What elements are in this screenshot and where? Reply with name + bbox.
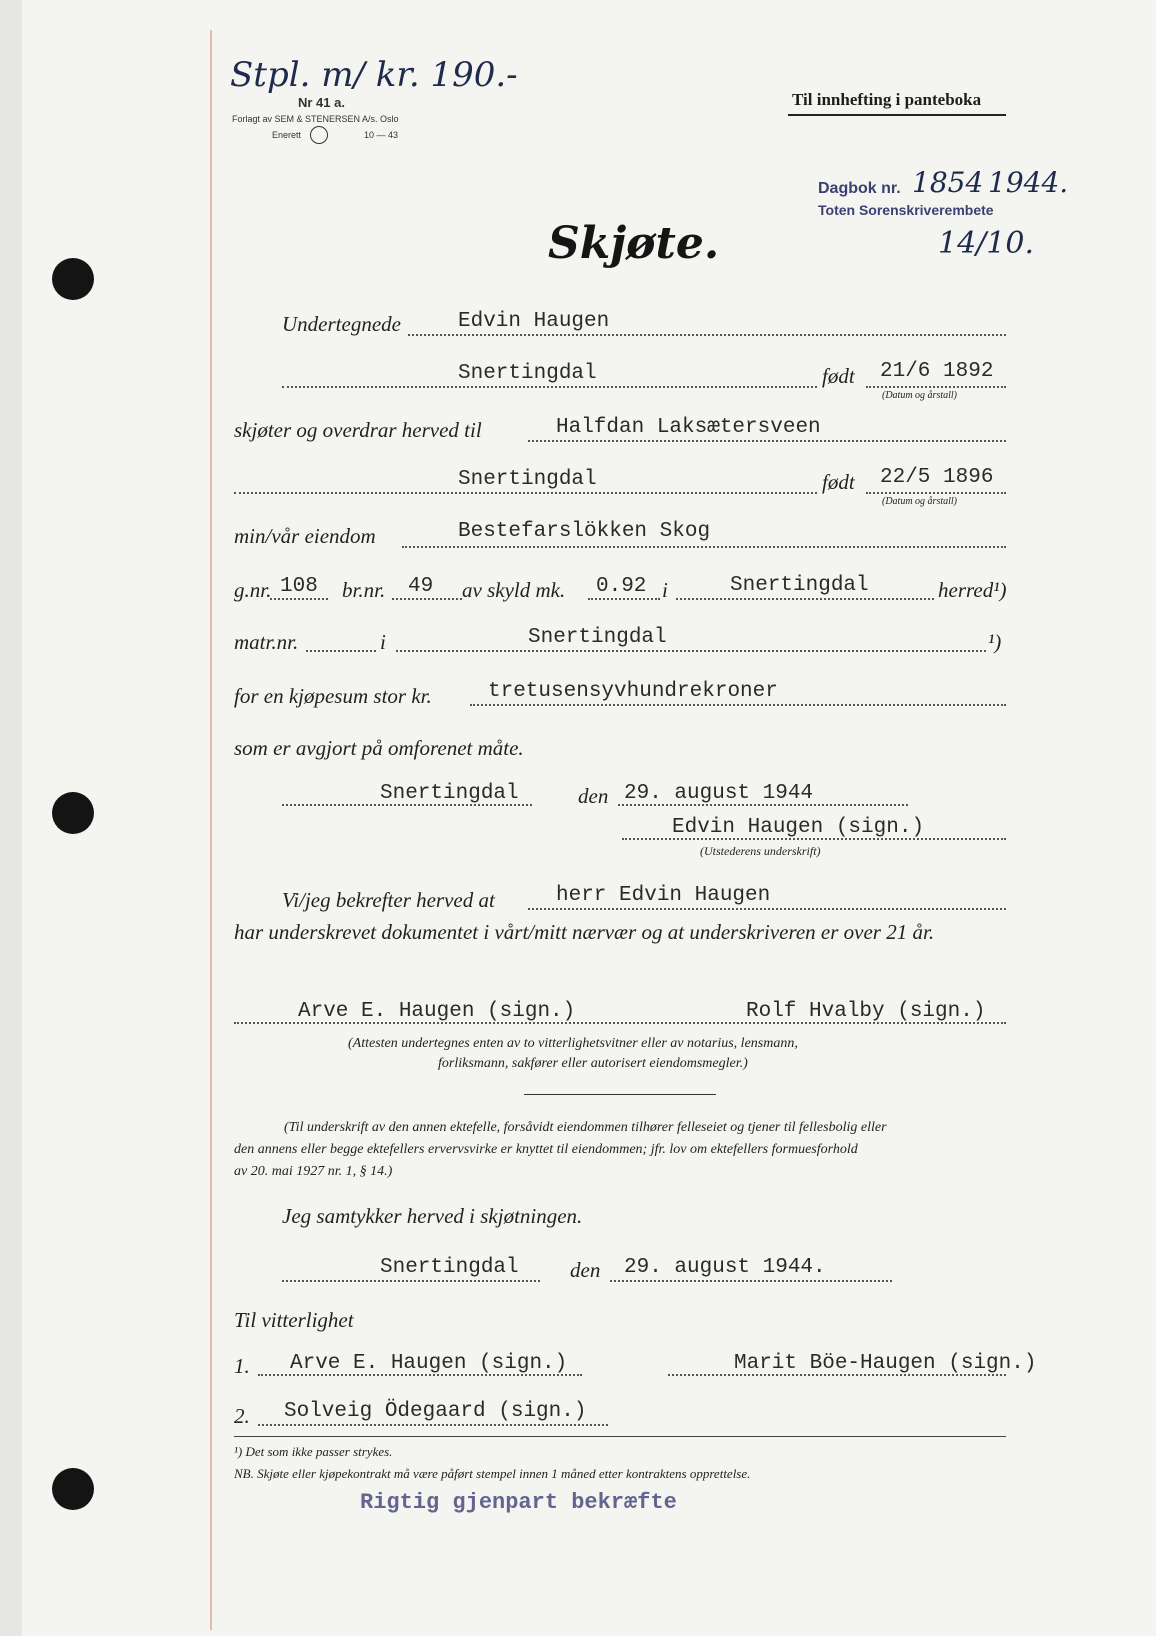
seller-born: 21/6 1892 [880, 360, 994, 383]
dagbok-year: 1944. [988, 166, 1069, 199]
property-name: Bestefarslökken Skog [458, 520, 711, 543]
copyright: Enerett [272, 130, 302, 140]
binding-note: Til innhefting i panteboka [792, 90, 982, 109]
consenter-signature: Marit Böe-Haugen (sign.) [734, 1352, 1037, 1375]
gnr-value: 108 [280, 575, 318, 598]
copy-certified-stamp: Rigtig gjenpart bekræfte [360, 1490, 677, 1515]
matr-sup: ¹) [988, 630, 1002, 654]
binding-note-underline [788, 114, 1006, 116]
spouse-date: 29. august 1944. [624, 1256, 826, 1279]
punch-hole [52, 792, 94, 834]
buyer-born-hint: (Datum og årstall) [882, 496, 957, 507]
witness-label: Til vitterlighet [234, 1308, 354, 1332]
handwritten-stamp-note: Stpl. m/ kr. 190.- [230, 55, 518, 95]
signing-place: Snertingdal [380, 782, 519, 805]
seller-signature: Edvin Haugen (sign.) [672, 816, 925, 839]
dagbok-label: Dagbok nr. [818, 180, 901, 197]
matr-place: Snertingdal [528, 626, 667, 649]
matr-i: i [380, 630, 386, 654]
property-label: min/vår eiendom [234, 524, 376, 548]
witness-1: Arve E. Haugen (sign.) [290, 1352, 568, 1375]
attest-note-1: (Attesten undertegnes enten av to vitterlighetsvitner eller av notarius, lensmann, [348, 1036, 798, 1051]
separator-rule [524, 1094, 716, 1095]
footnote-2: NB. Skjøte eller kjøpekontrakt må være påført stempel innen 1 måned etter kontraktens opprettelse. [234, 1466, 751, 1481]
attest-witness-2: Rolf Hvalby (sign.) [746, 1000, 986, 1023]
price-label: for en kjøpesum stor kr. [234, 684, 432, 708]
dagbok-number: 1854 [912, 166, 984, 199]
spouse-note-1: (Til underskrift av den annen ektefelle, forsåvidt eiendommen tilhører felleseiet og tjener til fellesbolig eller [284, 1120, 887, 1135]
attest-person: herr Edvin Haugen [556, 884, 771, 907]
attest-label: Vi/jeg bekrefter herved at [282, 888, 495, 912]
witness-number-1: 1. [234, 1354, 250, 1378]
signature-hint: (Utstederens underskrift) [700, 844, 821, 858]
attest-note-2: forliksmann, sakfører eller autorisert eiendomsmegler.) [438, 1056, 748, 1071]
spouse-note-3: av 20. mai 1927 nr. 1, § 14.) [234, 1164, 393, 1179]
matr-label: matr.nr. [234, 630, 299, 654]
seller-label: Undertegnede [282, 312, 401, 336]
seller-name: Edvin Haugen [458, 310, 610, 333]
punch-hole [52, 1468, 94, 1510]
buyer-born-label: født [822, 470, 855, 494]
form-date: 10 — 43 [364, 130, 399, 140]
spouse-consent: Jeg samtykker herved i skjøtningen. [282, 1204, 583, 1228]
footnote-1: ¹) Det som ikke passer strykes. [234, 1444, 393, 1459]
price-settled: som er avgjort på omforenet måte. [234, 736, 524, 760]
footer-rule [234, 1436, 1006, 1437]
seller-born-label: født [822, 364, 855, 388]
margin-line [210, 30, 212, 1630]
price-amount: tretusensyvhundrekroner [488, 680, 778, 703]
spouse-place: Snertingdal [380, 1256, 519, 1279]
signing-den: den [578, 784, 609, 808]
signing-date: 29. august 1944 [624, 782, 814, 805]
attest-statement: har underskrevet dokumentet i vårt/mitt nærvær og at underskriveren er over 21 år. [234, 920, 935, 944]
spouse-den: den [570, 1258, 601, 1282]
buyer-name: Halfdan Laksætersveen [556, 416, 821, 439]
witness-2: Solveig Ödegaard (sign.) [284, 1400, 587, 1423]
seller-place: Snertingdal [458, 362, 597, 385]
page-edge [0, 0, 22, 1636]
dagbok-office: Toten Sorenskriverembete [818, 202, 994, 218]
form-number: Nr 41 a. [298, 95, 345, 110]
brnr-value: 49 [408, 575, 434, 598]
witness-number-2: 2. [234, 1404, 250, 1428]
buyer-born: 22/5 1896 [880, 466, 994, 489]
seller-born-hint: (Datum og årstall) [882, 390, 957, 401]
gnr-label: g.nr. [234, 578, 272, 602]
punch-hole [52, 258, 94, 300]
document-title: Skjøte. [548, 218, 720, 269]
skyld-label: av skyld mk. [462, 578, 566, 602]
publisher: Forlagt av SEM & STENERSEN A/s. Oslo [232, 114, 399, 124]
skyld-value: 0.92 [596, 575, 647, 598]
brnr-label: br.nr. [342, 578, 386, 602]
spouse-note-2: den annens eller begge ektefellers ervervsvirke er knyttet til eiendommen; jfr. lov om ektefellers formuesforhold [234, 1142, 858, 1157]
herred-value: Snertingdal [730, 574, 869, 597]
publisher-logo [310, 126, 328, 144]
buyer-place: Snertingdal [458, 468, 597, 491]
skyld-i: i [662, 578, 668, 602]
transfer-label: skjøter og overdrar herved til [234, 418, 482, 442]
attest-witness-1: Arve E. Haugen (sign.) [298, 1000, 576, 1023]
dagbok-date: 14/10. [938, 226, 1034, 261]
herred-label: herred¹) [938, 578, 1007, 602]
